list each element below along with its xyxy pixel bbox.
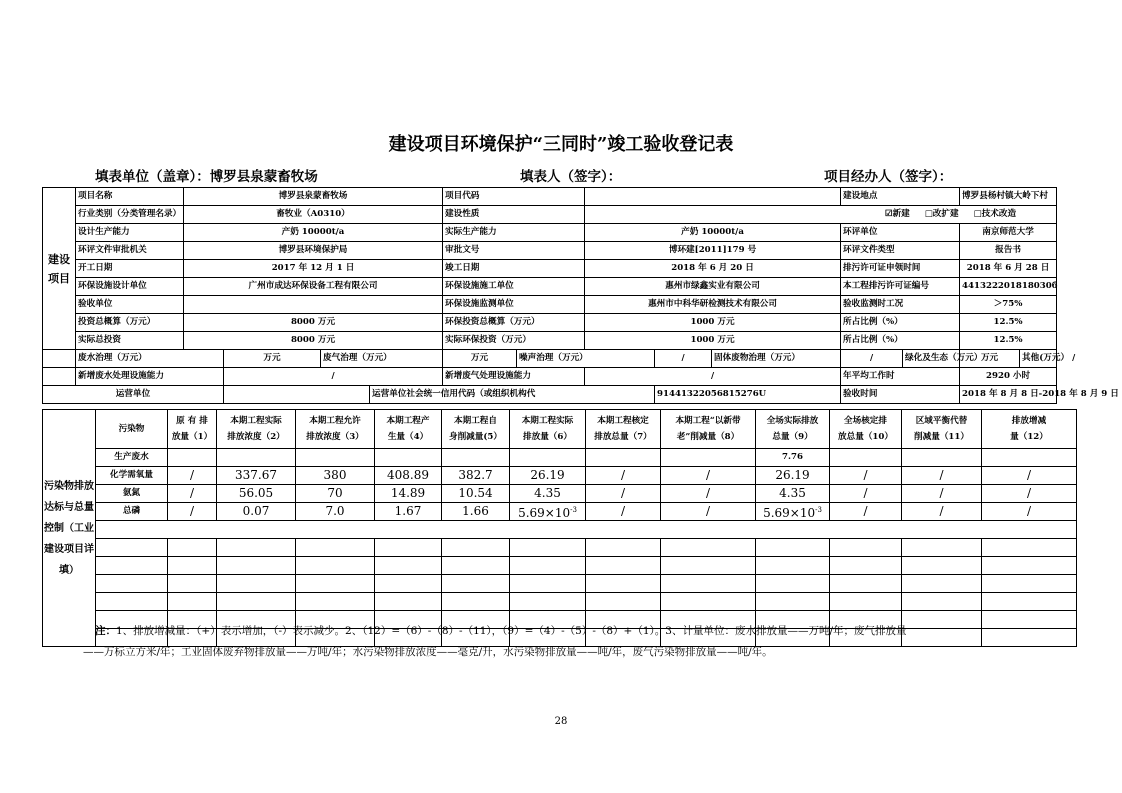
cell	[296, 449, 375, 467]
value-permit-number: 441322201818030б	[960, 278, 1057, 296]
value-design-unit: 广州市成达环保设备工程有限公司	[184, 278, 443, 296]
value-actual-ratio: 12.5%	[960, 332, 1057, 350]
spacer-cell	[43, 350, 76, 368]
value-env-budget: 1000 万元	[585, 314, 841, 332]
label-wastewater-cost: 废水治理（万元）	[76, 350, 224, 368]
table-row	[43, 593, 1077, 611]
value-actual-capacity: 产奶 10000t/a	[585, 224, 841, 242]
label-annual-hours: 年平均工作时	[841, 368, 960, 386]
page-title: 建设项目环境保护“三同时”竣工验收登记表	[388, 134, 734, 155]
value-actual-env-investment: 1000 万元	[585, 332, 841, 350]
cell-sci-9: $5.69\times 10^{-3}$	[756, 503, 830, 521]
project-manager: 项目经办人（签字）：	[824, 169, 953, 185]
cell: /	[168, 467, 217, 485]
label-project-name: 项目名称	[76, 188, 184, 206]
value-industry: 畜牧业（A0310）	[184, 206, 443, 224]
value-completion-date: 2018 年 6 月 20 日	[585, 260, 841, 278]
value-total-budget: 8000 万元	[184, 314, 443, 332]
cell	[168, 449, 217, 467]
label-completion-date: 竣工日期	[443, 260, 585, 278]
label-approval-authority: 环评文件审批机关	[76, 242, 184, 260]
option-new-checkbox: ☑新建	[884, 209, 910, 219]
value-noise-cost: /	[655, 350, 712, 368]
cell: 337.67	[217, 467, 296, 485]
cell: /	[902, 467, 982, 485]
value-working-condition: ＞75%	[960, 296, 1057, 314]
cell: 0.07	[217, 503, 296, 521]
label-start-date: 开工日期	[76, 260, 184, 278]
value-green-cost: 万元	[960, 350, 1020, 368]
spacer-cell	[43, 368, 76, 386]
header-c10: 全场核定排 放总量（10）	[830, 410, 902, 449]
label-monitoring-unit: 环保设施监测单位	[443, 296, 585, 314]
header-c3: 本期工程允许 排放浓度（3）	[296, 410, 375, 449]
value-monitoring-unit: 惠州市中科华研检测技术有限公司	[585, 296, 841, 314]
value-approval-authority: 博罗县环境保护局	[184, 242, 443, 260]
cell: 380	[296, 467, 375, 485]
value-construction-unit: 惠州市绿鑫实业有限公司	[585, 278, 841, 296]
nature-options	[585, 206, 1057, 224]
header-c12: 排放增减 量（12）	[982, 410, 1077, 449]
pollutant-name: 总磷	[96, 503, 168, 521]
label-actual-investment: 实际总投资	[76, 332, 184, 350]
cell: 7.76	[756, 449, 830, 467]
project-info-table	[42, 187, 1119, 404]
label-budget-ratio: 所占比例（%）	[841, 314, 960, 332]
label-solid-cost: 固体废物治理（万元）	[712, 350, 841, 368]
value-wastewater-cost: 万元	[224, 350, 321, 368]
cell	[902, 449, 982, 467]
cell	[982, 449, 1077, 467]
value-actual-investment: 8000 万元	[184, 332, 443, 350]
header-c1: 原 有 排 放量（1）	[168, 410, 217, 449]
cell: 1.67	[375, 503, 442, 521]
cell: /	[902, 503, 982, 521]
cell: /	[982, 503, 1077, 521]
value-budget-ratio: 12.5%	[960, 314, 1057, 332]
cell: /	[661, 467, 756, 485]
cell: /	[168, 503, 217, 521]
cell: /	[982, 485, 1077, 503]
label-permit-time: 排污许可证申领时间	[841, 260, 960, 278]
value-eia-unit: 南京师范大学	[960, 224, 1057, 242]
label-approval-number: 审批文号	[443, 242, 585, 260]
label-design-unit: 环保设施设计单位	[76, 278, 184, 296]
value-design-capacity: 产奶 10000t/a	[184, 224, 443, 242]
cell: 4.35	[510, 485, 586, 503]
filler-unit: 填表单位（盖章）：博罗县泉蒙畜牧场	[95, 169, 318, 185]
label-permit-number: 本工程排污许可证编号	[841, 278, 960, 296]
header-c7: 本期工程核定 排放总量（7）	[586, 410, 661, 449]
label-operator: 运营单位	[43, 386, 224, 404]
label-location: 建设地点	[841, 188, 960, 206]
cell: 7.0	[296, 503, 375, 521]
label-green-cost: 绿化及生态（万元）	[903, 350, 960, 368]
value-start-date: 2017 年 12 月 1 日	[184, 260, 443, 278]
cell: 26.19	[756, 467, 830, 485]
table-row	[43, 557, 1077, 575]
cell-sci-6: $5.69\times 10^{-3}$	[510, 503, 586, 521]
label-env-budget: 环保投资总概算（万元）	[443, 314, 585, 332]
cell: /	[982, 467, 1077, 485]
label-eia-unit: 环评单位	[841, 224, 960, 242]
table-row	[43, 521, 1077, 539]
cell: /	[168, 485, 217, 503]
label-new-gas-capacity: 新增废气处理设施能力	[443, 368, 585, 386]
cell: 14.89	[375, 485, 442, 503]
label-actual-ratio: 所占比例（%）	[841, 332, 960, 350]
pollution-side-label: 污染物排放达标与总量控制（工业建设项目详填）	[43, 410, 96, 647]
cell	[375, 449, 442, 467]
value-operator	[224, 386, 370, 404]
header-c8: 本期工程“以新带 老”削减量（8）	[661, 410, 756, 449]
value-solid-cost: /	[841, 350, 903, 368]
value-acceptance-unit	[184, 296, 443, 314]
label-noise-cost: 噪声治理（万元）	[517, 350, 655, 368]
cell: /	[830, 503, 902, 521]
table-row	[43, 449, 1077, 467]
label-construction-unit: 环保设施施工单位	[443, 278, 585, 296]
value-eia-type: 报告书	[960, 242, 1057, 260]
cell	[217, 449, 296, 467]
cell: /	[586, 467, 661, 485]
value-annual-hours: 2920 小时	[960, 368, 1057, 386]
label-eia-type: 环评文件类型	[841, 242, 960, 260]
label-working-condition: 验收监测时工况	[841, 296, 960, 314]
note-label: 注：	[95, 625, 116, 637]
value-project-name: 博罗县泉蒙畜牧场	[184, 188, 443, 206]
cell: 408.89	[375, 467, 442, 485]
table-row	[43, 503, 1077, 521]
header-row	[0, 165, 1122, 185]
empty-row	[96, 521, 1077, 539]
pollutant-name: 氨氮	[96, 485, 168, 503]
cell: /	[586, 503, 661, 521]
label-acceptance-unit: 验收单位	[76, 296, 184, 314]
option-expand-checkbox: □改扩建	[924, 209, 959, 219]
header-c9: 全场实际排放 总量（9）	[756, 410, 830, 449]
cell	[510, 449, 586, 467]
value-credit-code: 91441322056815276U	[655, 386, 841, 404]
label-other-cost: 其他(万元） /	[1020, 350, 1057, 368]
value-location: 博罗县杨村镇大岭下村	[960, 188, 1057, 206]
value-new-wastewater-capacity: /	[224, 368, 443, 386]
header-c11: 区域平衡代替 削减量（11）	[902, 410, 982, 449]
value-project-code	[585, 188, 841, 206]
cell: /	[661, 503, 756, 521]
value-approval-number: 博环建[2011]179 号	[585, 242, 841, 260]
header-c6: 本期工程实际 排放量（6）	[510, 410, 586, 449]
cell: 382.7	[442, 467, 510, 485]
page-number: 28	[554, 716, 568, 727]
cell: 26.19	[510, 467, 586, 485]
cell: /	[830, 467, 902, 485]
label-industry: 行业类别（分类管理名录）	[76, 206, 184, 224]
cell: /	[586, 485, 661, 503]
option-tech-checkbox: □技术改造	[973, 209, 1017, 219]
cell: /	[661, 485, 756, 503]
value-acceptance-time: 2018 年 8 月 8 日-2018 年 8 月 9 日	[960, 386, 1057, 404]
cell	[830, 449, 902, 467]
note-line1: 1、排放增减量：（+）表示增加，（-）表示减少。2、（12）=（6）-（8）-（11），（9）=（4）-（5）-（8）+（1）。3、计量单位：废水排放量——万吨/年；废气排放量	[116, 625, 907, 637]
value-new-gas-capacity: /	[585, 368, 841, 386]
value-permit-time: 2018 年 6 月 28 日	[960, 260, 1057, 278]
note-line2: ——万标立方米/年；工业固体废弃物排放量——万吨/年；水污染物排放浓度——毫克/升，水污染物排放量——吨/年，废气污染物排放量——吨/年。	[83, 646, 773, 658]
label-gas-cost: 废气治理（万元）	[321, 350, 443, 368]
cell: 10.54	[442, 485, 510, 503]
label-new-wastewater-capacity: 新增废水处理设施能力	[76, 368, 224, 386]
header-pollutant: 污染物	[96, 410, 168, 449]
pollution-table	[42, 409, 1077, 647]
pollutant-name: 化学需氧量	[96, 467, 168, 485]
cell: 1.66	[442, 503, 510, 521]
cell	[661, 449, 756, 467]
label-total-budget: 投资总概算（万元）	[76, 314, 184, 332]
cell: 4.35	[756, 485, 830, 503]
cell: 56.05	[217, 485, 296, 503]
cell: /	[902, 485, 982, 503]
cell	[442, 449, 510, 467]
label-project-code: 项目代码	[443, 188, 585, 206]
label-nature: 建设性质	[443, 206, 585, 224]
cell: 70	[296, 485, 375, 503]
pollutant-name: 生产废水	[96, 449, 168, 467]
label-acceptance-time: 验收时间	[841, 386, 960, 404]
value-other-cost: /	[1072, 353, 1076, 363]
cell	[586, 449, 661, 467]
label-credit-code: 运营单位社会统一信用代码（或组织机构代	[370, 386, 655, 404]
cell: /	[830, 485, 902, 503]
label-actual-env-investment: 实际环保投资（万元）	[443, 332, 585, 350]
value-gas-cost: 万元	[443, 350, 517, 368]
header-c4: 本期工程产 生量（4）	[375, 410, 442, 449]
footnote	[83, 621, 1040, 663]
label-design-capacity: 设计生产能力	[76, 224, 184, 242]
section-label-construction: 建设项目	[43, 188, 76, 350]
header-c5: 本期工程自 身削减量(5）	[442, 410, 510, 449]
label-actual-capacity: 实际生产能力	[443, 224, 585, 242]
filler-person: 填表人（签字）：	[520, 169, 622, 185]
header-c2: 本期工程实际 排放浓度（2）	[217, 410, 296, 449]
table-row	[43, 467, 1077, 485]
table-row	[43, 575, 1077, 593]
table-row	[43, 485, 1077, 503]
table-row	[43, 539, 1077, 557]
